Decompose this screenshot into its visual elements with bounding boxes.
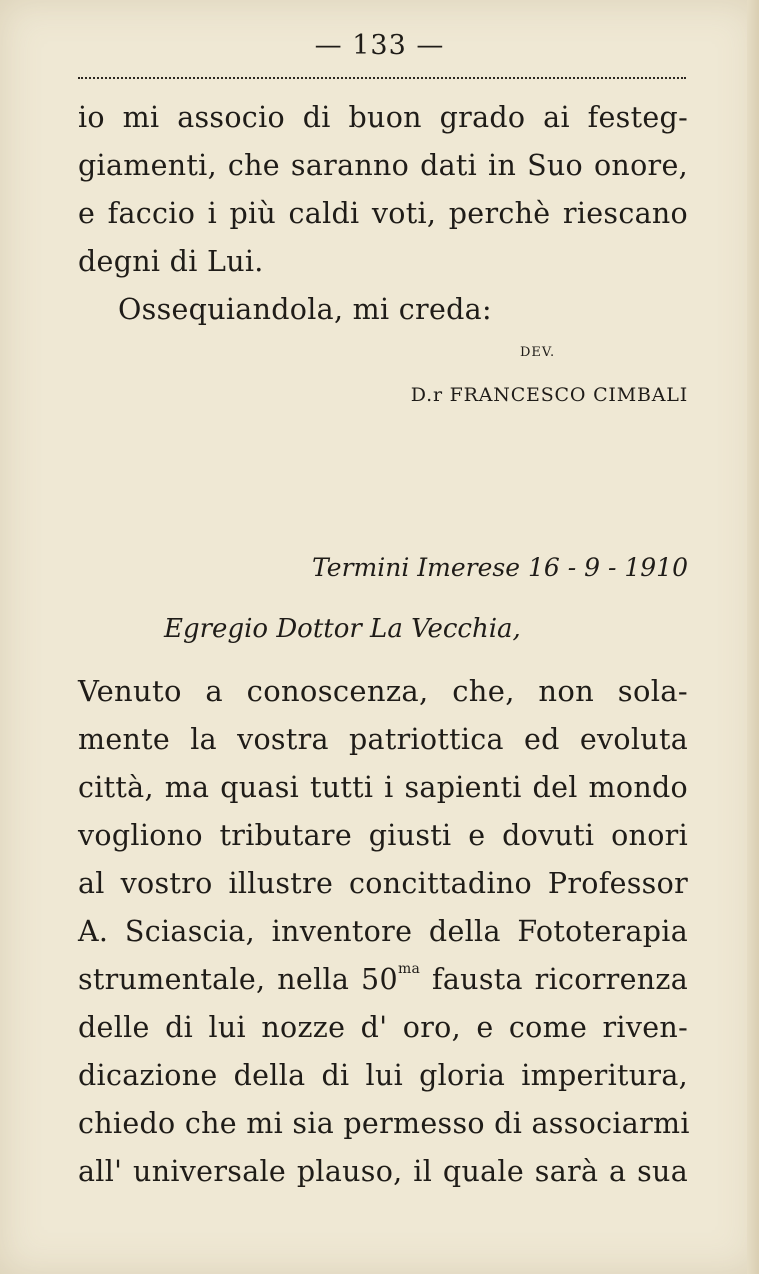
letter-line: A. Sciascia, inventore della Fototerapia [78,915,688,948]
letter-line: al vostro illustre concittadino Professor [78,867,688,900]
letter-line: città, ma quasi tutti i sapienti del mondo [78,771,688,804]
page-edge [747,0,759,1274]
ordinal-before: strumentale, nella 50 [78,963,398,996]
page-number: — 133 — [314,30,445,61]
paragraph-line: giamenti, che saranno dati in Suo onore, [78,149,688,182]
paragraph-line: e faccio i più caldi voti, perchè riescano [78,197,688,230]
letter-line: all' universale plauso, il quale sarà a sua [78,1155,688,1188]
letter-line: mente la vostra patriottica ed evoluta [78,723,688,756]
letter-line: dicazione della di lui gloria imperitura, [78,1059,688,1092]
letter-line: chiedo che mi sia permesso di associarmi [78,1107,690,1140]
signature-dev: DEV. [520,345,556,360]
signature-name: D.r FRANCESCO CIMBALI [410,384,688,406]
ordinal-superscript: ma [397,961,421,977]
letter-line: vogliono tributare giusti e dovuti onori [78,819,688,852]
letter-line: Venuto a conoscenza, che, non sola- [78,674,688,708]
closing-line: Ossequiandola, mi creda: [118,293,492,326]
letter-line-ordinal [78,961,688,996]
paragraph-line: degni di Lui. [78,245,264,278]
paragraph-line: io mi associo di buon grado ai festeg- [78,101,688,134]
dateline: Termini Imerese 16 - 9 - 1910 [312,553,688,582]
salutation: Egregio Dottor La Vecchia, [164,614,521,644]
letter-line: delle di lui nozze d' oro, e come riven- [78,1011,688,1044]
ordinal-after: fausta ricorrenza [420,963,688,996]
header-rule [78,77,686,79]
